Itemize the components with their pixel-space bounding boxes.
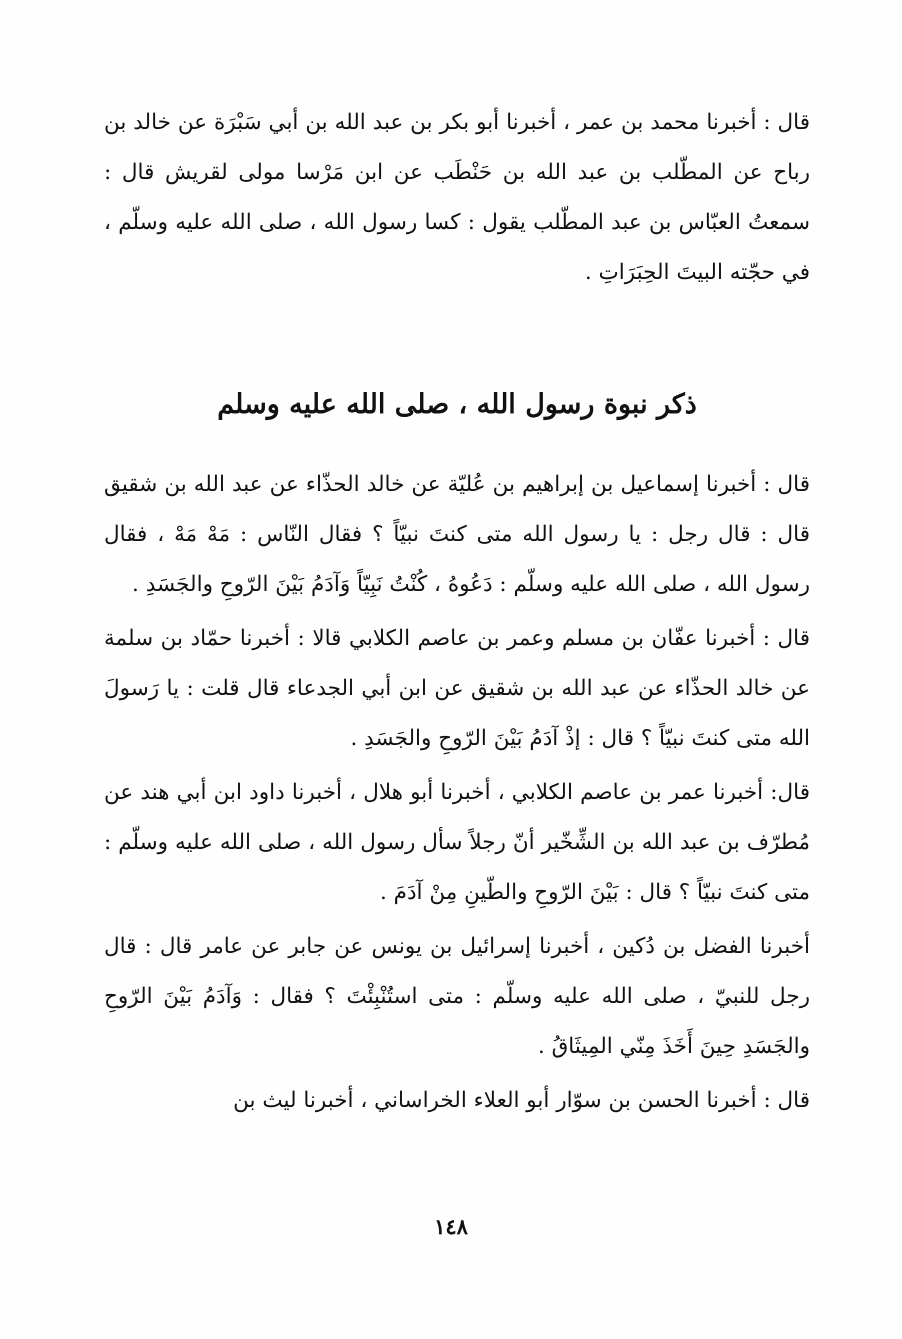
paragraph: قال: أخبرنا عمر بن عاصم الكلابي ، أخبرنا أبو هلال ، أخبرنا داود ابن أبي هند عن مُطرّف بن عبد الله بن الشِّخّير أنّ رجلاً سأل رسول الله ، صلى الله عليه وسلّم : متى كنتَ نبيّاً ؟ قال : بَيْنَ الرّوحِ والطّينِ مِنْ آدَمَ . — [104, 780, 810, 905]
section-heading: ذكر نبوة رسول الله ، صلى الله عليه وسلم — [217, 389, 697, 420]
paragraph: قال : أخبرنا عفّان بن مسلم وعمر بن عاصم الكلابي قالا : أخبرنا حمّاد بن سلمة عن خالد الحذّاء عن عبد الله بن شقيق عن ابن أبي الجدعاء قال قلت : يا رَسولَ الله متى كنتَ نبيّاً ؟ قال : إذْ آدَمُ بَيْنَ الرّوحِ والجَسَدِ . — [104, 626, 810, 751]
paragraph: قال : أخبرنا إسماعيل بن إبراهيم بن عُليّة عن خالد الحذّاء عن عبد الله بن شقيق قال : قال رجل : يا رسول الله متى كنتَ نبيّاً ؟ فقال النّاس : مَهْ مَهْ ، فقال رسول الله ، صلى الله عليه وسلّم : دَعُوهُ ، كُنْتُ نَبِيّاً وَآدَمُ بَيْنَ الرّوحِ والجَسَدِ . — [104, 472, 810, 597]
paragraph: قال : أخبرنا الحسن بن سوّار أبو العلاء الخراساني ، أخبرنا ليث بن — [233, 1088, 810, 1113]
paragraph: أخبرنا الفضل بن دُكين ، أخبرنا إسرائيل بن يونس عن جابر عن عامر قال : قال رجل للنبيّ ، صلى الله عليه وسلّم : متى استُنْبِئْتَ ؟ فقال : وَآدَمُ بَيْنَ الرّوحِ والجَسَدِ حِينَ أَخَذَ مِنّي المِيثَاقُ . — [104, 934, 810, 1059]
page-number: ١٤٨ — [434, 1214, 468, 1239]
intro-paragraph-block — [104, 98, 810, 298]
paragraph: قال : أخبرنا محمد بن عمر ، أخبرنا أبو بكر بن عبد الله بن أبي سَبْرَة عن خالد بن رباح عن المطّلب بن عبد الله بن حَنْطَب عن ابن مَرْسا مولى لقريش قال : سمعتُ العبّاس بن عبد المطّلب يقول : كسا رسول الله ، صلى الله عليه وسلّم ، في حجّته البيتَ الحِبَرَاتِ . — [104, 110, 810, 285]
body-paragraph-block — [104, 460, 810, 1130]
